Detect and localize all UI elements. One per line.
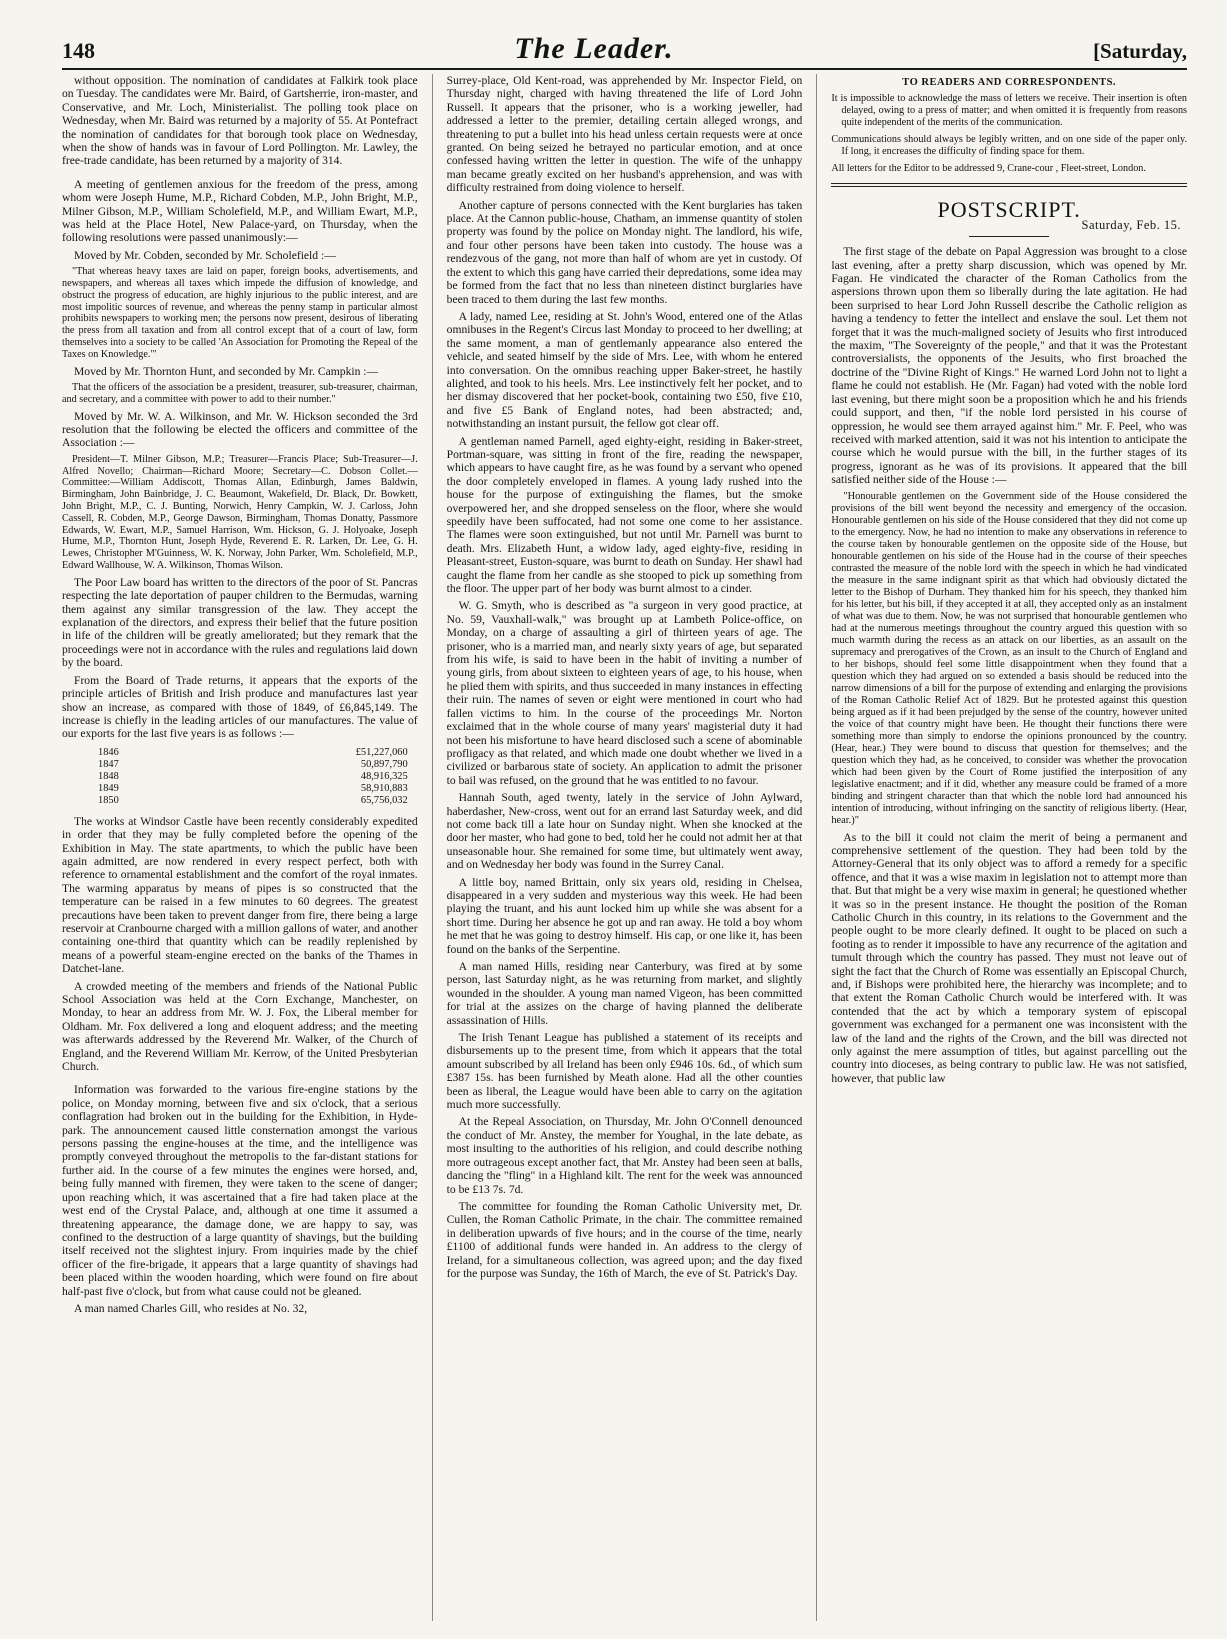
- article-paragraph: From the Board of Trade returns, it appears that the exports of the principle articles of British and Irish produce and manufactures last year show an increase, as compared with those of 1849, of £6,845,149. The increase is chiefly in the leading articles of our manufactures. The value of our exports for the last five years is as follows :—: [62, 673, 418, 741]
- article-paragraph: Surrey-place, Old Kent-road, was apprehended by Mr. Inspector Field, on Thursday night, charged with having threatened the life of Lord John Russell. It appears that the prisoner, who is a working jeweller, had addressed a letter to the premier, detailing certain alleged wrongs, and threatening to put a bullet into his head unless certain requests were at once granted. On being seized he betrayed no particular emotion, and at once confessed having written the letter in question. The wife of the unhappy man became greatly excited on her husband's apprehension, and was with difficulty restrained from doing violence to herself.: [446, 74, 803, 195]
- article-paragraph: Another capture of persons connected with the Kent burglaries has taken place. At the Cannon public-house, Chatham, an immense quantity of stolen property was found by the police on Monday night. The landlord, his wife, and four other persons have been taken into custody. The house was a rendezvous of the gang, not more than half of whom are yet in custody. Of the extent to which this gang have carried their depredations, some idea may be formed from the fact that no less than nineteen distinct burglaries have been traced to them during the last few months.: [446, 198, 803, 306]
- correspondents-heading: TO READERS AND CORRESPONDENTS.: [902, 77, 1117, 88]
- committee-list: President—T. Milner Gibson, M.P.; Treasurer—Francis Place; Sub-Treasurer—J. Alfred Novello; Chairman—Richard Moore; Secretary—C. Dobson Collet.—Committee:—William Addiscott, Thomas Allan, Edinburgh, James Baldwin, Birmingham, John Bainbridge, J. C. Beaumont, Wakefield, Dr. Black, Dr. Bowkett, John Bright, M.P., C. J. Bunting, Norwich, Henry Campkin, W. J. Carloss, John Cassell, R. Cobden, M.P., George Dawson, Birmingham, Thomas Donatty, Passmore Edwards, W. Ewart, M.P., Samuel Harrison, Wm. Hickson, G. J. Holyoake, Joseph Hume, M.P., Thornton Hunt, Joseph Hyde, Reverend E. R. Larken, Dr. Lee, G. H. Lewes, Christopher M'Guinness, W. K. Norway, John Parker, Wm. Scholefield, M.P., Edward Wallhouse, W. A. Wilkinson, Thomas Wilson.: [62, 453, 418, 572]
- article-paragraph: A gentleman named Parnell, aged eighty-eight, residing in Baker-street, Portman-square, was sitting in front of the fire, reading the newspaper, which appears to have caught fire, as he was found by a servant who opened the door completely enveloped in flames. A young lady rushed into the house for the purpose of extinguishing the flames, but the smoke overpowered her, and she dropped senseless on the floor, where she would speedily have been suffocated, had not some one come to her assistance. The flames were soon extinguished, but not until Mr. Parnell was burnt to death. Mrs. Elizabeth Hunt, a widow lady, aged eighty-five, residing in Pleasant-street, Euston-square, was burnt to death on Sunday. Her shawl had caught the flame from her candle as she stooped to pick up something from the floor. The upper part of her body was burnt almost to a cinder.: [446, 434, 803, 596]
- column-3: [831, 74, 1187, 1621]
- article-paragraph: The Poor Law board has written to the directors of the poor of St. Pancras respecting the late deportation of pauper children to the Bermudas, warning them against any similar transgression of the law. They accept the explanation of the directors, and express their belief that the future position in life of the children will be greatly ameliorated; but they remark that the proceedings were not in accordance with the rules and regulations laid down by the board.: [62, 575, 418, 670]
- table-value: 48,916,325: [360, 770, 408, 782]
- newspaper-title: The Leader.: [514, 32, 674, 65]
- article-paragraph: W. G. Smyth, who is described as "a surgeon in very good practice, at No. 59, Vauxhall-walk," was brought up at Lambeth Police-office, on Monday, on a charge of assaulting a girl of thirteen years of age. The prisoner, who is a married man, and nearly sixty years of age, but separated from his wife, is said to have been in the habit of inviting a number of young girls, from about sixteen to eighteen years of age, to his house, when he plied them with spirits, and thus succeeded in many instances in effecting their ruin. The names of seven or eight were mentioned in court who had fallen victims to him. In the course of the proceedings Mr. Norton exclaimed that in the whole course of many years' magisterial duty it had not been his misfortune to have heard disclosed such a scene of abominable profligacy as that related, and which made one doubt whether we lived in a civilized or barbarous state of society. An application to admit the prisoner to bail was refused, on the ground that he was entitled to no favour.: [446, 599, 803, 787]
- exports-table: [98, 747, 408, 807]
- article-paragraph: Hannah South, aged twenty, lately in the service of John Aylward, haberdasher, New-cross, went out for an errand last Saturday week, and did not come back till a late hour on Sunday night. When she knocked at the door her master, who had gone to bed, told her he could not admit her at that unseasonable hour. She remained for some time, but ultimately went away, and on Wednesday her body was found in the Surrey Canal.: [446, 791, 803, 872]
- table-value: £51,227,060: [355, 746, 408, 758]
- notice-text: Communications should always be legibly written, and on one side of the paper only. If long, it encreases the difficulty of finding space for them.: [831, 134, 1188, 158]
- article-paragraph: The committee for founding the Roman Catholic University met, Dr. Cullen, the Roman Catholic Primate, in the chair. The committee remained in deliberation upwards of five hours; and in the course of the time, nearly £1100 of additional funds were handed in. An address to the clergy of Ireland, for a simultaneous collection, was agreed upon; and the day fixed for the purpose was Sunday, the 16th of March, the eve of St. Patrick's Day.: [446, 1199, 803, 1280]
- article-paragraph: without opposition. The nomination of candidates at Falkirk took place on Tuesday. The candidates were Mr. Baird, of Gartsherrie, iron-master, and Conservative, and Mr. Loch, Ministerialist. The polling took place on Wednesday, when Mr. Baird was returned by a majority of 55. At Pontefract the nomination of candidates for that borough took place on Wednesday, when the show of hands was in favour of Lord Pollington. Mr. Lawley, the free-trade candidate, has been returned by a majority of 314.: [62, 74, 418, 168]
- article-paragraph: A crowded meeting of the members and friends of the National Public School Association was held at the Corn Exchange, Manchester, on Monday, to hear an address from Mr. W. J. Fox, the Liberal member for Oldham. Mr. Fox delivered a long and eloquent address; and the meeting was afterwards addressed by the Reverend Mr. Walker, of the Church of England, and the Reverend William Mr. Kerrow, of the United Presbyterian Church.: [62, 979, 418, 1074]
- speech-quote: "Honourable gentlemen on the Government side of the House considered the provisions of the bill went beyond the necessity and emergency of the occasion. Honourable gentlemen on his side of the House considered that they did not come up to the emergency. Now, he had no intention to make any observations in reference to the course taken by honourable gentlemen on the opposite side of the House, but honourable gentlemen on his side of the House had in the course of their speeches contrasted the measure of the noble lord with the speech in which he had vindicated the measure in the same indignant spirit as that which had obviously dictated the letter to the Bishop of Durham. They thanked him for his speech, they thanked him for his letter, but his bill, if they accepted it at all, they accepted only as an instalment of what was due to them. Now, he was not surprised that honourable gentlemen who had at the numerous meetings throughout the country argued this question with so much warmth during the recess as an attack on our liberties, as an assault on the supremacy and prerogatives of the Crown, as an insult to the Church of England and to her bishops, should feel some little disappointment when they found that a question which they had argued on so extended a basis should be reduced into the narrow dimensions of a bill for the purpose of extending and enlarging the provisions of the Roman Catholic Relief Act of 1829. But he protested against this question being argued as if it had been prejudged by the sense of the country, however united the voice of that country might have been. He thought their functions there were something more than simply to endorse the opinions pronounced by the country. (Hear, hear.) They were bound to discuss that question for themselves; and the question which they had, as he conceived, to consider was whether the provocation which had been given by the Court of Rome justified the interposition of any legislative enactment; and if it did, whether any measure could be framed of a more binding and stringent character than that which the noble lord had announced his intention of introducing, without infringing on the sanctity of religious liberty. (Hear, hear.)": [831, 490, 1188, 826]
- article-paragraph: A little boy, named Brittain, only six years old, residing in Chelsea, disappeared in a very sudden and mysterious way this week. He had been playing the truant, and his aunt locked him up while she was absent for a short time. During her absence he got up and ran away. He told a boy whom he met that he was going to destroy himself. His cap, or one like it, has been found on the banks of the Serpentine.: [446, 875, 803, 956]
- postscript-title: POSTSCRIPT.: [937, 197, 1081, 223]
- issue-day: [Saturday,: [1093, 39, 1187, 63]
- table-year: 1847: [98, 758, 119, 770]
- short-divider: [969, 236, 1049, 237]
- notice-text: All letters for the Editor to be addressed 9, Crane-cour , Fleet-street, London.: [831, 163, 1146, 175]
- table-year: 1846: [98, 746, 119, 758]
- article-paragraph: A meeting of gentlemen anxious for the freedom of the press, among whom were Joseph Hume, M.P., Richard Cobden, M.P., John Bright, M.P., Milner Gibson, M.P., William Scholefield, M.P., and William Ewart, M.P., was held at the Place Hotel, New Palace-yard, on Thursday, when the following resolutions were passed unanimously:—: [62, 177, 418, 245]
- resolution-mover: Moved by Mr. Thornton Hunt, and seconded by Mr. Campkin :—: [74, 364, 379, 378]
- article-paragraph: Information was forwarded to the various fire-engine stations by the police, on Monday morning, between five and six o'clock, that a serious conflagration had broken out in the building for the Exhibition, in Hyde-park. The announcement caused little consternation amongst the various persons passing the engine-houses at the time, and the intelligence was promptly conveyed throughout the metropolis to the far-distant stations for further aid. In the course of a few minutes the engines were horsed, and, being fully manned with firemen, they were taken to the scene of danger; upon reaching which, it was ascertained that a fire had taken place at the west end of the Crystal Palace, and, although at one time it assumed a threatening appearance, the damage done, we are happy to say, was confined to the destruction of a large quantity of shavings, but the building itself received not the slightest injury. From inquiries made by the chief officer of the fire-brigade, it appears that a large quantity of shavings had been placed within the wooden hoarding, which were found on fire about half-past five o'clock, but from what cause could not be gleaned.: [62, 1083, 418, 1298]
- notice-text: It is impossible to acknowledge the mass of letters we receive. Their insertion is often delayed, owing to a press of matter; and when omitted it is frequently from reasons quite independent of the merits of the communication.: [831, 93, 1188, 129]
- page-number: 148: [62, 38, 95, 63]
- table-row: [98, 759, 408, 771]
- resolution-mover: Moved by Mr. Cobden, seconded by Mr. Scholefield :—: [74, 248, 336, 262]
- table-row: [98, 771, 408, 783]
- article-paragraph: As to the bill it could not claim the merit of being a permanent and comprehensive settlement of the question. They had been told by the Attorney-General that its only object was to afford a remedy for a specific offence, and that it was a wise maxim in legislation not to attempt more than that. But that might be a very wise maxim in general; he questioned whether it was so in the present instance. He thought the position of the Roman Catholic Church in this country, in its relations to the Government and the people ought to be more clearly defined. It ought to be placed on such a footing as to render it impossible to have any recurrence of the agitation and tumult through which the country has passed. They must not leave out of sight the fact that the Church of Rome was essentially an Episcopal Church, and, if Bishops were prohibited here, the hierarchy was incomplete; and to that extent the Roman Catholic Church would be interfered with. It was contended that the act by which a temporary system of episcopal government was exchanged for a permanent one was inconsistent with the law of the land and the rights of the Crown, and the bill was directed not only against the mere assumption of titles, but against parcelling out the country into dioceses, as being contrary to public law. He was not satisfied, however, that public law: [831, 830, 1188, 1085]
- table-year: 1849: [98, 782, 119, 794]
- article-paragraph: The first stage of the debate on Papal Aggression was brought to a close last evening, after a pretty sharp discussion, which was opened by Mr. Fagan. He vindicated the character of the Roman Catholics from the aspersions thrown upon them so liberally during the late agitation. He had been surprised to hear Lord John Russell describe the Catholic religion as having a tendency to fetter the intellect and enslave the soul. Let them not forget that it was the much-maligned society of Jesuits who first introduced the maxim, "The Sovereignty of the people," and that it was the Protestant controversialists, the opponents of the Jesuits, who first broached the doctrine of the "Divine Right of Kings." He warned Lord John not to light a flame he could not establish. He (Mr. Fagan) had voted with the noble lord last evening, but there might soon be a proposition which he and his friends could support, and then, "if the noble lord persisted in his course of oppression, he would see them arrayed against him." Mr. F. Peel, who was received with marked attention, said it was not his intention to anticipate the course which he would pursue with the bill, in the further stages of its progress, ignorant as he was of its provisions. It appeared that the bill satisfied neither side of the House :—: [831, 245, 1188, 487]
- table-row: [98, 747, 408, 759]
- table-value: 58,910,883: [360, 782, 408, 794]
- table-value: 50,897,790: [360, 758, 408, 770]
- resolution-mover: Moved by Mr. W. A. Wilkinson, and Mr. W. Hickson seconded the 3rd resolution that the following be elected the officers and committee of the Association :—: [62, 409, 418, 450]
- resolution-text: "That whereas heavy taxes are laid on paper, foreign books, advertisements, and newspapers, and whereas all taxes which impede the diffusion of knowledge, and obstruct the progress of education, are highly injurious to the public interest, and are most impolitic sources of revenue, and whereas the penny stamp in particular almost prohibits newspapers to working men; the persons now present, desirous of liberating the press from all taxation and from all control except that of a court of law, form themselves into a society to be called 'An Association for Promoting the Repeal of the Taxes on Knowledge.'": [62, 266, 418, 360]
- section-divider: [831, 183, 1187, 187]
- column-divider: [816, 74, 817, 1621]
- postscript-date: Saturday, Feb. 15.: [1081, 217, 1182, 232]
- article-paragraph: The works at Windsor Castle have been recently considerably expedited in order that they may be fully completed before the opening of the Exhibition in May. The state apartments, to which the public have been again admitted, are now rendered in every respect perfect, both with reference to ornamental establishment and the comfort of the royal inmates. The warming apparatus by means of pipes is so constructed that the temperature can be raised in a few minutes to 60 degrees. The greatest precautions have been taken to prevent danger from fire, there being a large reservoir at Cranbourne charged with a million gallons of water, and another containing one-third that quantity which can be readily replenished by means of a powerful steam-engine erected on the banks of the Thames in Datchet-lane.: [62, 814, 418, 976]
- column-2: [447, 74, 803, 1621]
- table-value: 65,756,032: [360, 794, 408, 806]
- table-year: 1850: [98, 794, 119, 806]
- table-year: 1848: [98, 770, 119, 782]
- masthead: [62, 28, 1187, 70]
- article-paragraph: At the Repeal Association, on Thursday, Mr. John O'Connell denounced the conduct of Mr. Anstey, the member for Youghal, in the late debate, as most insulting to the authorities of his religion, and could describe nothing more outrageous except another fact, that Mr. Anstey had been seen at balls, dancing the "fling" in a Highland kilt. The rent for the week was announced to be £13 7s. 7d.: [446, 1115, 803, 1196]
- resolution-text: That the officers of the association be a president, treasurer, sub-treasurer, chairman, and secretary, and a committee with power to add to their number.": [62, 382, 418, 405]
- article-paragraph: A man named Hills, residing near Canterbury, was fired at by some person, last Saturday night, as he was returning from market, and slightly wounded in the shoulder. A young man named Vigeon, has been committed for trial at the assizes on the charge of having planned the deliberate assassination of Hills.: [446, 960, 803, 1027]
- columns: [62, 74, 1187, 1621]
- column-divider: [432, 74, 433, 1621]
- article-paragraph: A man named Charles Gill, who resides at No. 32,: [74, 1301, 308, 1315]
- table-row: [98, 795, 408, 807]
- table-row: [98, 783, 408, 795]
- article-paragraph: A lady, named Lee, residing at St. John's Wood, entered one of the Atlas omnibuses in the Regent's Circus last Monday to proceed to her dwelling; at the same moment, a man of gentlemanly appearance also entered the vehicle, and seated himself by the side of Mrs. Lee, with whom he entered into conversation. On the omnibus reaching upper Baker-street, he hastily alighted, and took to his heels. Mrs. Lee instinctively felt her pocket, and to her dismay discovered that her pocket-book, containing two £50, five £10, and five £5 Bank of England notes, had been abstracted; and, notwithstanding an instant pursuit, the fellow got clear off.: [446, 309, 803, 431]
- column-1: [62, 74, 418, 1621]
- article-paragraph: The Irish Tenant League has published a statement of its receipts and disbursements up to the present time, from which it appears that the total amount subscribed by all Ireland has been only £946 10s. 6d., of which sum £387 15s. has been furnished by Meath alone. Had all the other counties been as liberal, the League would have been able to carry on the agitation much more successfully.: [446, 1031, 803, 1112]
